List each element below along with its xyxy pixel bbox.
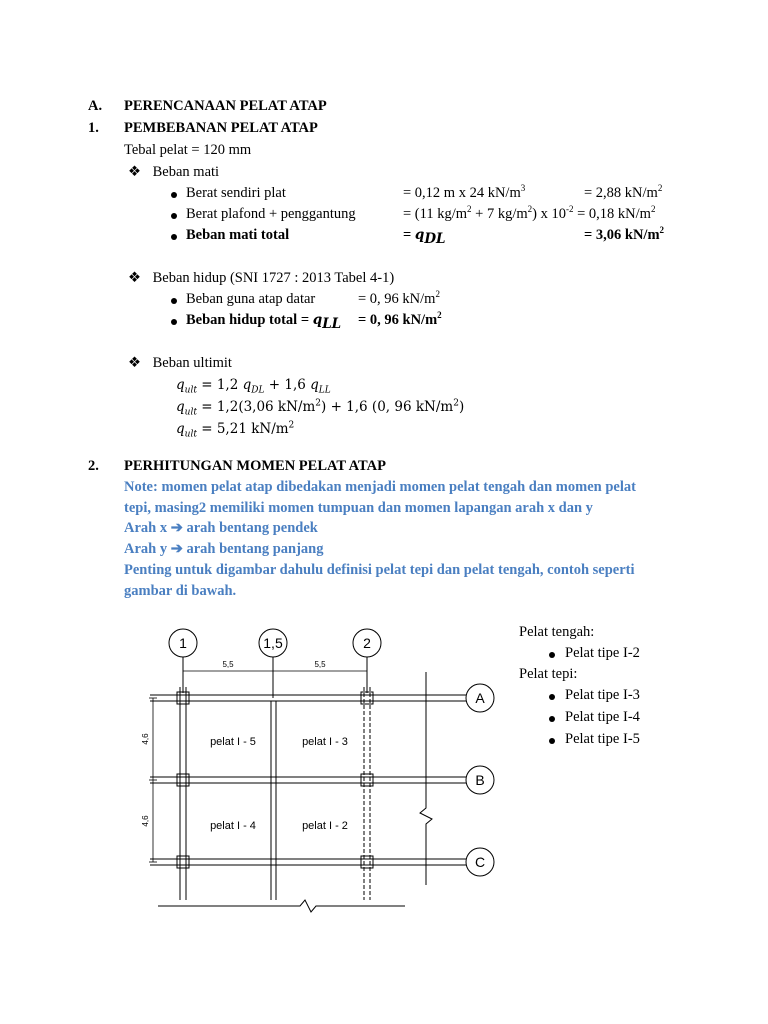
plate-label: pelat I - 3 [302, 736, 348, 748]
grid-row-label: A [475, 690, 485, 706]
section-2-title: PERHITUNGAN MOMEN PELAT ATAP [124, 458, 386, 474]
legend-tengah-item: Pelat tipe I-2 [565, 645, 640, 661]
note-line-5: Penting untuk digambar dahulu definisi pelat tepi dan pelat tengah, contoh seperti [124, 562, 635, 578]
section-a-title: PERENCANAAN PELAT ATAP [124, 98, 327, 114]
beban-mati-total-eq: = $q_{DL}$ [403, 227, 446, 247]
legend-tepi-item: Pelat tipe I-5 [565, 731, 640, 747]
note-line-2: tepi, masing2 memiliki momen tumpuan dan momen lapangan arah x dan y [124, 500, 593, 516]
beban-ultimit-label: Beban ultimit [152, 355, 232, 371]
grid-row-label: C [474, 854, 486, 870]
column [177, 692, 189, 704]
ultimit-formula-1: $q_{ult} = 1,2$ $q_{DL} + 1,6$ $q_{LL}$ [176, 377, 331, 396]
column [177, 856, 189, 868]
berat-sendiri-calc: = 0,12 m x 24 $kN/m^3$ [403, 183, 526, 201]
column [361, 692, 373, 704]
legend-pelat-tengah: Pelat tengah: [519, 624, 595, 640]
note-line-6: gambar di bawah. [124, 583, 237, 599]
ultimit-formula-2: $q_{ult} = 1,2(3,06$ $kN/m^2) + 1,6$ (0, 96 $kN/m^2$) [176, 398, 465, 418]
grid-col-label: 2 [363, 635, 371, 651]
dim-y-label: 4,6 [141, 815, 150, 827]
ultimit-formula-3: $q_{ult} = 5,21$ $kN/m^2$ [176, 420, 295, 440]
beban-guna-value: = 0, 96 $kN/m^2$ [358, 289, 440, 307]
note-line-1: Note: momen pelat atap dibedakan menjadi momen pelat tengah dan momen pelat [124, 479, 636, 495]
plate-label: pelat I - 2 [302, 820, 348, 832]
berat-plafond-label: Berat plafond + penggantung [186, 206, 356, 222]
column [361, 856, 373, 868]
dim-x-label: 5,5 [314, 660, 326, 669]
grid-col-label: 1,5 [263, 635, 283, 651]
berat-plafond-calc: = (11 $kg/m^2 + 7$ $kg/m^2$) x $10^{-2} = 0,18$ $kN/m^2$ [403, 204, 656, 222]
section-1-title: PEMBEBANAN PELAT ATAP [124, 120, 318, 136]
column [361, 774, 373, 786]
section-1-number: 1. [88, 120, 99, 136]
note-line-3: Arah x ➔ arah bentang pendek [124, 520, 318, 536]
note-line-4: Arah y ➔ arah bentang panjang [124, 541, 324, 557]
diamond-bullet-icon: ❖ [128, 270, 141, 286]
legend-pelat-tepi: Pelat tepi: [519, 666, 578, 682]
diamond-bullet-icon: ❖ [128, 355, 141, 371]
grid-row-label: B [475, 772, 485, 788]
beban-mati-total-label: Beban mati total [186, 227, 290, 243]
tebal-pelat: Tebal pelat = 120 mm [124, 142, 252, 158]
berat-sendiri-label: Berat sendiri plat [186, 185, 286, 201]
grid-col-label: 1 [179, 635, 187, 651]
column [177, 774, 189, 786]
beban-mati-total-result: = 3,06 $kN/m^2$ [584, 225, 665, 243]
beban-hidup-total-value: = 0, 96 $kN/m^2$ [358, 310, 442, 328]
dim-y-label: 4,6 [141, 733, 150, 745]
dim-x-label: 5,5 [222, 660, 234, 669]
berat-sendiri-result: = 2,88 $kN/m^2$ [584, 183, 663, 201]
section-2-number: 2. [88, 458, 99, 474]
beban-hidup-total-label: Beban hidup total = $q_{LL}$ [186, 312, 342, 332]
beban-mati-label: Beban mati [152, 164, 220, 180]
section-a-number: A. [88, 98, 103, 114]
legend-tepi-item: Pelat tipe I-4 [565, 709, 640, 725]
beban-hidup-label: Beban hidup (SNI 1727 : 2013 Tabel 4-1) [152, 270, 395, 286]
diamond-bullet-icon: ❖ [128, 164, 141, 180]
beban-guna-label: Beban guna atap datar [186, 291, 316, 307]
plate-label: pelat I - 4 [210, 820, 256, 832]
plate-label: pelat I - 5 [210, 736, 256, 748]
legend-tepi-item: Pelat tipe I-3 [565, 687, 640, 703]
